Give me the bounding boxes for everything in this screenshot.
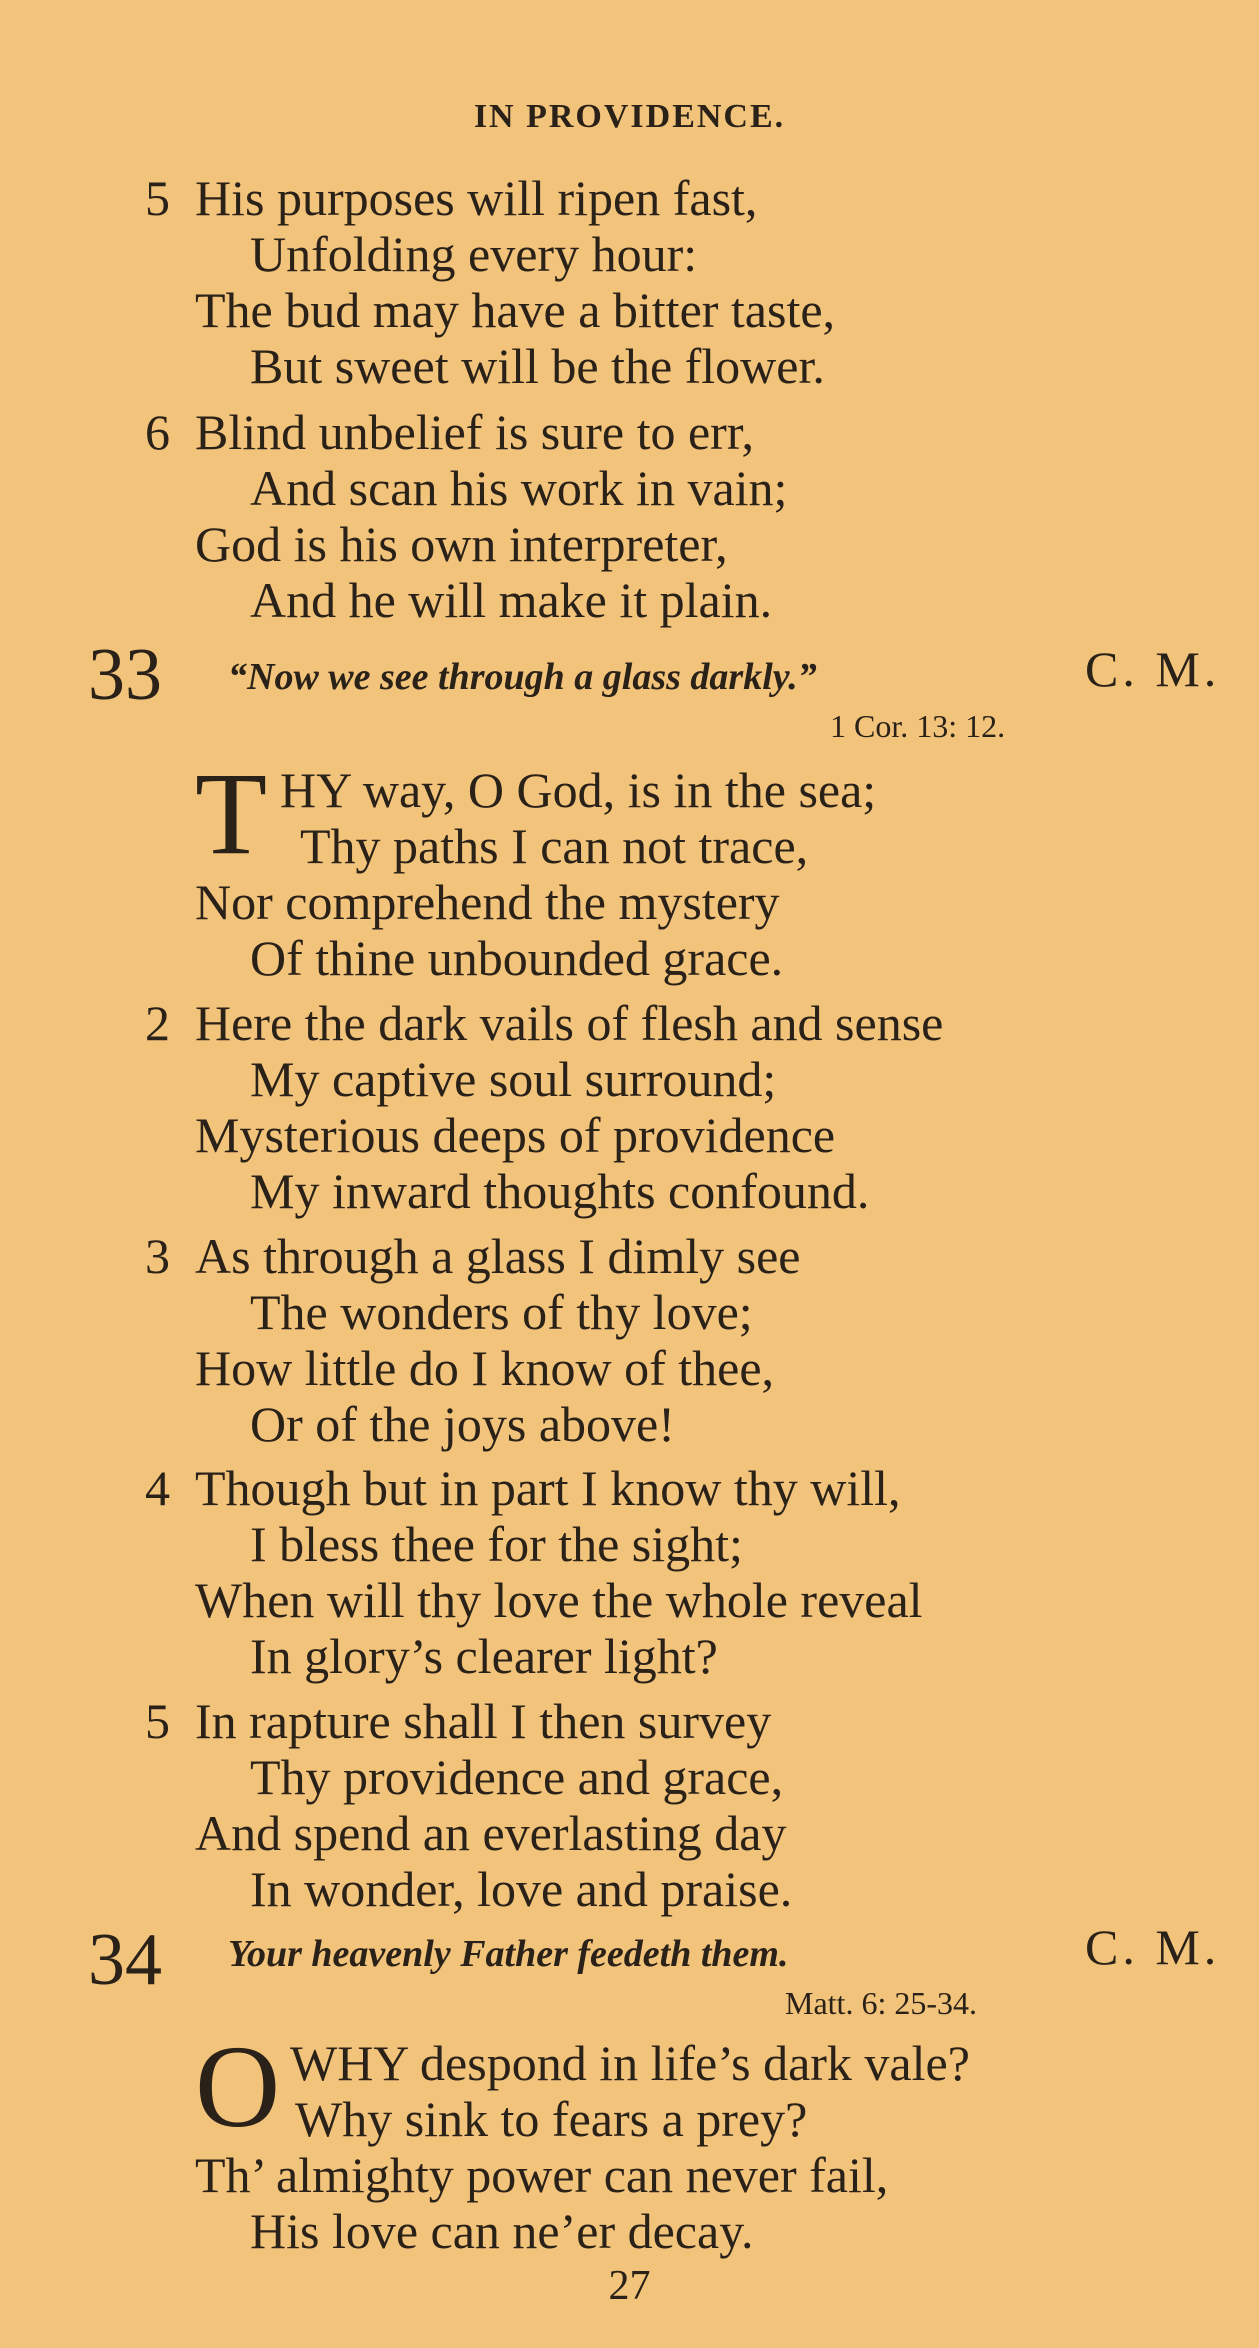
verse-line: God is his own interpreter, — [195, 516, 728, 572]
verse-line: His love can ne’er decay. — [250, 2203, 754, 2259]
verse-number: 3 — [145, 1228, 170, 1284]
scripture-reference: 1 Cor. 13: 12. — [830, 708, 1006, 744]
verse-line: Th’ almighty power can never fail, — [195, 2147, 889, 2203]
verse-line: Though but in part I know thy will, — [195, 1460, 901, 1516]
verse-line: In wonder, love and praise. — [250, 1861, 793, 1917]
verse-line: In glory’s clearer light? — [250, 1628, 718, 1684]
verse-line: Or of the joys above! — [250, 1396, 675, 1452]
hymn-meter: C. M. — [1085, 641, 1221, 697]
verse-line: Why sink to fears a prey? — [295, 2091, 808, 2147]
verse-line: I bless thee for the sight; — [250, 1516, 743, 1572]
drop-cap: T — [195, 748, 268, 879]
verse-line: Nor comprehend the mystery — [195, 874, 780, 930]
verse-line: My inward thoughts confound. — [250, 1163, 870, 1219]
verse-line: And he will make it plain. — [250, 572, 773, 628]
verse-line: And scan his work in vain; — [250, 460, 788, 516]
verse-line: Unfolding every hour: — [250, 226, 698, 282]
verse-line: Thy paths I can not trace, — [300, 818, 809, 874]
verse-line: WHY despond in life’s dark vale? — [290, 2035, 970, 2091]
hymn-number: 34 — [88, 1919, 162, 2001]
verse-line: Thy providence and grace, — [250, 1749, 784, 1805]
verse-number: 5 — [145, 170, 170, 226]
hymn-number: 33 — [88, 634, 162, 716]
scripture-reference: Matt. 6: 25-34. — [785, 1985, 977, 2021]
verse-line: How little do I know of thee, — [195, 1340, 775, 1396]
hymn-subtitle: “Now we see through a glass darkly.” — [228, 656, 817, 698]
verse-line: My captive soul surround; — [250, 1051, 777, 1107]
verse-line: In rapture shall I then survey — [195, 1693, 772, 1749]
hymn-subtitle: Your heavenly Father feedeth them. — [228, 1933, 789, 1975]
verse-line: Of thine unbounded grace. — [250, 930, 784, 986]
verse-line: When will thy love the whole reveal — [195, 1572, 923, 1628]
verse-line: The wonders of thy love; — [250, 1284, 753, 1340]
verse-line: His purposes will ripen fast, — [195, 170, 758, 226]
page-number: 27 — [608, 2263, 651, 2309]
verse-line: HY way, O God, is in the sea; — [280, 762, 877, 818]
verse-line: And spend an everlasting day — [195, 1805, 787, 1861]
verse-line: Blind unbelief is sure to err, — [195, 404, 754, 460]
verse-line: Mysterious deeps of providence — [195, 1107, 836, 1163]
drop-cap: O — [195, 2021, 281, 2152]
verse-line: The bud may have a bitter taste, — [195, 282, 836, 338]
verse-line: But sweet will be the flower. — [250, 338, 825, 394]
verse-number: 2 — [145, 995, 170, 1051]
verse-number: 4 — [145, 1460, 170, 1516]
running-header: IN PROVIDENCE. — [473, 98, 786, 135]
hymn-meter: C. M. — [1085, 1919, 1221, 1975]
verse-number: 5 — [145, 1693, 170, 1749]
verse-line: As through a glass I dimly see — [195, 1228, 801, 1284]
verse-line: Here the dark vails of flesh and sense — [195, 995, 944, 1051]
verse-number: 6 — [145, 404, 170, 460]
